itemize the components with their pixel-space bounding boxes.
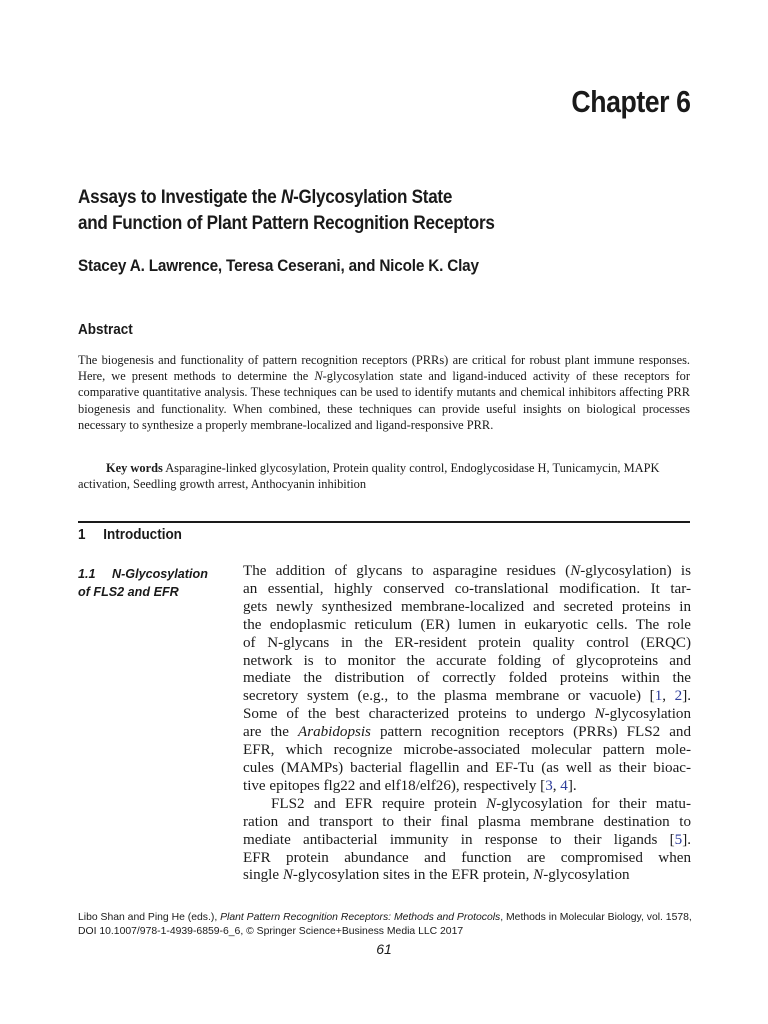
- subsection-line-1: [78, 565, 228, 583]
- footer-line-2: DOI 10.1007/978-1-4939-6859-6_6, © Springer Science+Business Media LLC 2017: [78, 925, 464, 937]
- subsection-line-2: of FLS2 and EFR: [78, 585, 179, 599]
- chapter-title: [78, 185, 636, 237]
- body-line: cules (MAMPs) bacterial flagellin and EF-Tu (as well as their bioac-: [243, 759, 691, 776]
- italic-term: Arabidopsis: [297, 724, 371, 741]
- page-number: 61: [376, 941, 392, 957]
- keywords-text: Asparagine-linked glycosylation, Protein quality control, Endoglycosidase H, Tunicamycin, MAPK activation, Seedling growth arrest, Anthocyanin inhibition: [78, 461, 660, 491]
- reference-link[interactable]: 1: [654, 688, 663, 705]
- subsection-title-part: -Glycosylation: [121, 567, 208, 581]
- title-text: Assays to Investigate the: [78, 187, 282, 208]
- body-line: EFR, which recognize microbe-associated molecular pattern mole-: [243, 742, 691, 759]
- reference-link[interactable]: 2: [674, 688, 683, 705]
- body-line: mediate antibacterial immunity in response to their ligands [5].: [243, 831, 691, 848]
- abstract-heading: Abstract: [78, 321, 133, 338]
- reference-link[interactable]: 4: [560, 777, 568, 794]
- body-line: network is to monitor the accurate folding of glycoproteins and: [243, 652, 691, 669]
- title-line-2: and Function of Plant Pattern Recognition Receptors: [78, 213, 495, 234]
- body-line: secretory system (e.g., to the plasma membrane or vacuole) [1, 2].: [243, 688, 691, 705]
- section-title: Introduction: [103, 526, 182, 543]
- italic-term: N: [570, 563, 581, 579]
- italic-term: N: [594, 706, 605, 723]
- italic-term: N: [282, 867, 293, 884]
- chapter-label: Chapter 6: [570, 84, 690, 119]
- body-line: are the Arabidopsis pattern recognition receptors (PRRs) FLS2 and: [243, 724, 691, 741]
- abstract-text: [78, 352, 690, 433]
- body-line: ration and transport to their final plasma membrane destination to: [243, 813, 691, 830]
- subsection-heading: [78, 565, 228, 601]
- body-line: the endoplasmic reticulum (ER) lumen in eukaryotic cells. The role: [243, 616, 691, 633]
- footer-book-title: Plant Pattern Recognition Receptors: Methods and Protocols: [220, 912, 501, 923]
- footer-line-1: [78, 911, 718, 925]
- abstract-text-part: The biogenesis and functionality of pattern recognition receptors (PRRs) are critical for robust plant immune responses. Here, we present methods to determine the: [78, 353, 690, 384]
- reference-link[interactable]: 5: [674, 831, 683, 848]
- reference-link[interactable]: 3: [545, 777, 553, 794]
- title-line-1: [78, 185, 636, 211]
- body-line: mediate the distribution of correctly folded proteins within the: [243, 670, 691, 687]
- section-heading: [78, 526, 182, 543]
- title-italic: N: [281, 187, 294, 208]
- footer-text: Libo Shan and Ping He (eds.),: [78, 912, 221, 923]
- body-line: tive epitopes flg22 and elf18/elf26), respectively [3, 4].: [243, 777, 577, 794]
- footer-citation: [78, 911, 718, 938]
- body-line: single N-glycosylation sites in the EFR protein, N-glycosylation: [243, 867, 630, 884]
- body-line: an essential, highly conserved co-translational modification. It tar-: [243, 580, 691, 597]
- body-line: gets newly synthesized membrane-localized and secreted proteins in: [243, 598, 691, 615]
- section-divider: [78, 521, 690, 523]
- subsection-number: 1.1: [78, 567, 96, 581]
- abstract-text-part: -glycosylation state and ligand-induced activity of these receptors for comparative quantitative analysis. These techniques can be used to identify mutants and chemical inhibitors affecting PRR biogenesis and functionality. When combined, these techniques can provide useful insights on biological processes necessary to synthesize a properly membrane-localized and ligand-responsive PRR.: [78, 369, 690, 432]
- subsection-title-part: N: [112, 567, 122, 581]
- section-number: 1: [78, 526, 86, 543]
- author-list: Stacey A. Lawrence, Teresa Ceserani, and Nicole K. Clay: [78, 256, 479, 275]
- keywords: [78, 460, 690, 492]
- keywords-label: Key words: [106, 461, 163, 475]
- italic-term: N: [486, 795, 497, 812]
- footer-text: , Methods in Molecular Biology, vol. 1578,: [500, 912, 692, 923]
- title-text: -Glycosylation State: [293, 187, 453, 208]
- abstract-text-italic: N: [314, 369, 323, 384]
- body-line: The addition of glycans to asparagine residues (N-glycosylation) is: [243, 563, 691, 579]
- body-line: EFR protein abundance and function are compromised when: [243, 849, 691, 866]
- body-text: [243, 563, 691, 885]
- body-line: of N-glycans in the ER-resident protein quality control (ERQC): [243, 634, 691, 651]
- body-line: Some of the best characterized proteins to undergo N-glycosylation: [243, 706, 691, 723]
- body-line: FLS2 and EFR require protein N-glycosylation for their matu-: [271, 795, 692, 812]
- italic-term: N: [533, 867, 544, 884]
